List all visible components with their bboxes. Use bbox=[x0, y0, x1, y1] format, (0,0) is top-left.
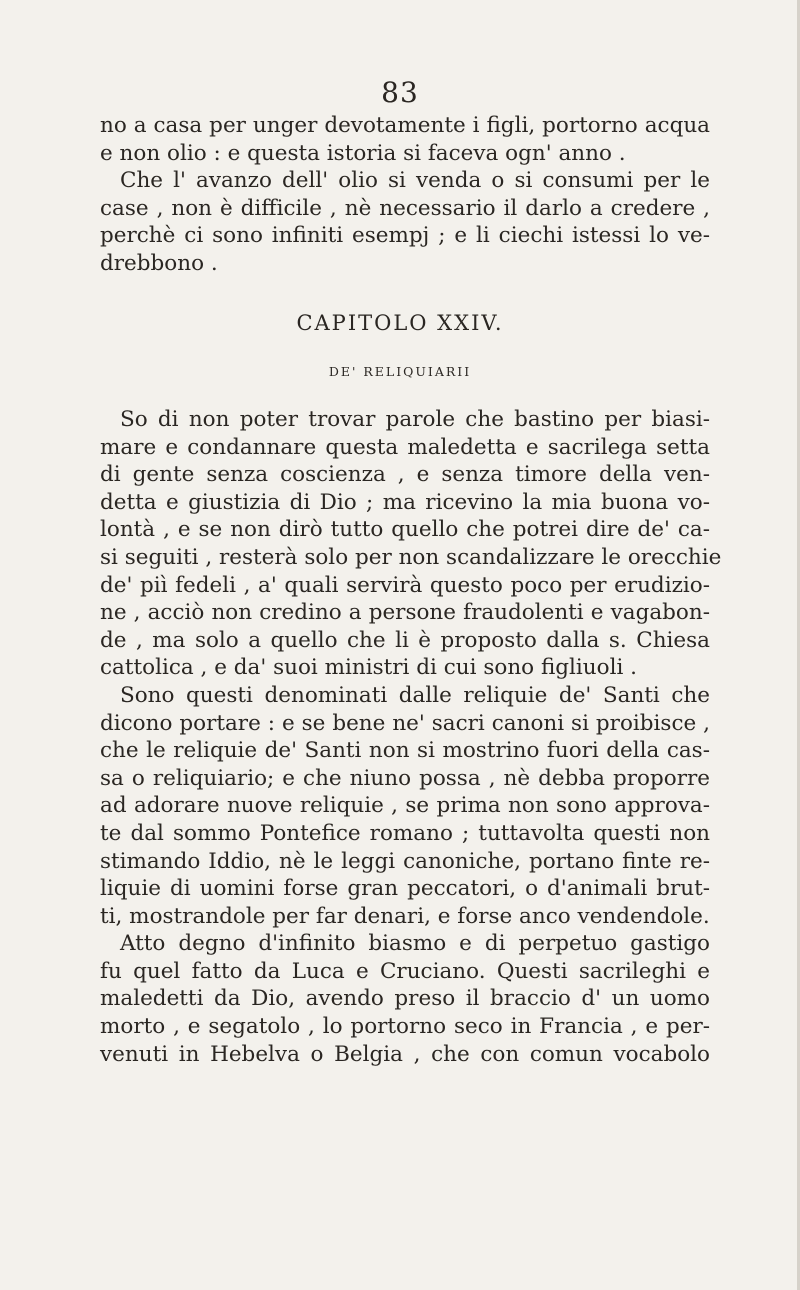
text-line: fu quel fatto da Luca e Cruciano. Questi sacrileghi e bbox=[100, 958, 710, 984]
text-line: ti, mostrandole per far denari, e forse anco vendendole. bbox=[100, 903, 710, 929]
text-line: lontà , e se non dirò tutto quello che potrei dire de' ca- bbox=[100, 517, 710, 543]
chapter-subtitle: DE' RELIQUIARII bbox=[328, 364, 472, 379]
text-line: case , non è difficile , nè necessario il darlo a credere , bbox=[100, 195, 710, 221]
text-line: de , ma solo a quello che li è proposto dalla s. Chiesa bbox=[100, 627, 710, 653]
text-line: ne , acciò non credino a persone fraudolenti e vagabon- bbox=[100, 600, 710, 626]
text-line: si seguiti , resterà solo per non scandalizzare le orecchie bbox=[100, 544, 722, 570]
text-line: Sono questi denominati dalle reliquie de' Santi che bbox=[120, 682, 710, 708]
text-line: drebbono . bbox=[100, 250, 218, 276]
text-line: no a casa per unger devotamente i figli, portorno acqua bbox=[100, 113, 710, 138]
page-number: 83 bbox=[381, 76, 419, 109]
text-line: liquie di uomini forse gran peccatori, o d'animali brut- bbox=[100, 876, 710, 902]
text-line: dicono portare : e se bene ne' sacri canoni si proibisce , bbox=[100, 710, 710, 736]
text-line: stimando Iddio, nè le leggi canoniche, portano finte re- bbox=[100, 848, 710, 874]
text-line: te dal sommo Pontefice romano ; tuttavolta questi non bbox=[100, 820, 710, 846]
text-line: Atto degno d'infinito biasmo e di perpetuo gastigo bbox=[120, 931, 710, 957]
text-line: che le reliquie de' Santi non si mostrino fuori della cas- bbox=[100, 738, 710, 764]
text-line: morto , e segatolo , lo portorno seco in Francia , e per- bbox=[100, 1014, 710, 1040]
text-line: detta e giustizia di Dio ; ma ricevino la mia buona vo- bbox=[100, 489, 710, 515]
text-line: ad adorare nuove reliquie , se prima non sono approva- bbox=[100, 793, 710, 819]
text-line: di gente senza coscienza , e senza timore della ven- bbox=[100, 462, 710, 488]
text-line: venuti in Hebelva o Belgia , che con comun vocabolo bbox=[100, 1041, 710, 1067]
text-line: sa o reliquiario; e che niuno possa , nè debba proporre bbox=[100, 765, 710, 791]
text-line: perchè ci sono infiniti esempj ; e li ciechi istessi lo ve- bbox=[100, 223, 710, 249]
text-line: Che l' avanzo dell' olio si venda o si consumi per le bbox=[120, 168, 710, 194]
chapter-title: CAPITOLO XXIV. bbox=[296, 311, 504, 335]
text-line: mare e condannare questa maledetta e sacrilega setta bbox=[100, 434, 710, 460]
text-line: maledetti da Dio, avendo preso il braccio d' un uomo bbox=[100, 986, 710, 1012]
main-paragraph bbox=[100, 406, 722, 1068]
text-line: e non olio : e questa istoria si faceva ogn' anno . bbox=[100, 140, 626, 166]
text-line: cattolica , e da' suoi ministri di cui sono figliuoli . bbox=[100, 655, 638, 681]
text-line: de' piì fedeli , a' quali servirà questo poco per erudizio- bbox=[100, 572, 710, 598]
text-line: So di non poter trovar parole che bastino per biasi- bbox=[120, 407, 710, 432]
top-paragraph bbox=[100, 112, 710, 278]
